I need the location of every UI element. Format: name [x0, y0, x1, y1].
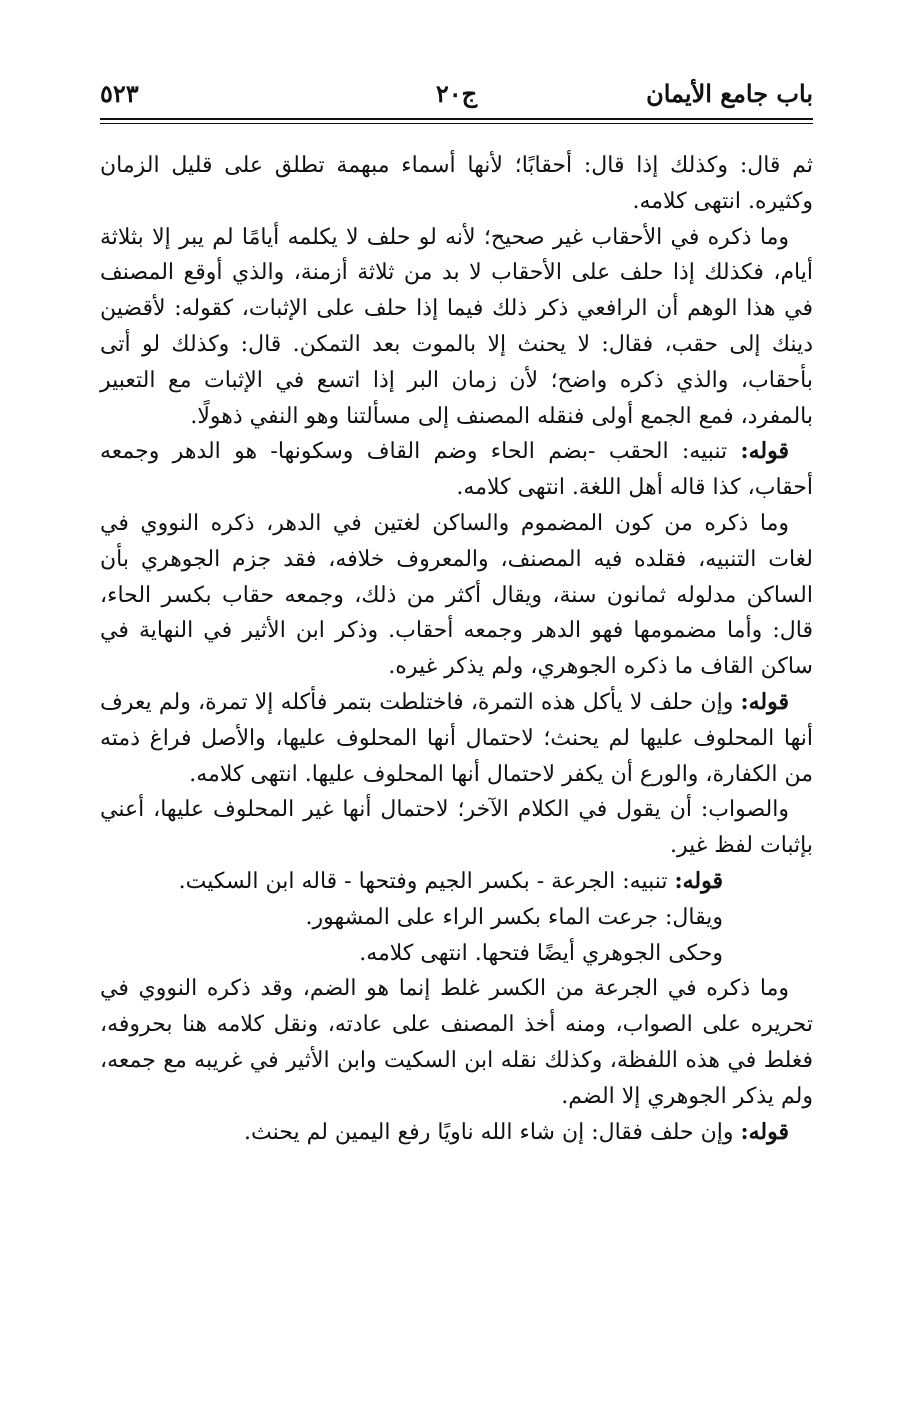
paragraph-keyword: قوله: [740, 1118, 789, 1145]
paragraph [100, 506, 813, 685]
paragraph [100, 148, 813, 220]
paragraph [100, 936, 813, 972]
paragraph [100, 792, 813, 864]
paragraph [100, 685, 813, 792]
paragraph-text: وحكى الجوهري أيضًا فتحها. انتهى كلامه. [359, 940, 723, 966]
paragraph [100, 1115, 813, 1151]
paragraph-keyword: قوله: [740, 688, 789, 715]
paragraph [100, 900, 813, 936]
paragraph-text: ويقال: جرعت الماء بكسر الراء على المشهور. [305, 904, 723, 930]
page-number: ٥٢٣ [100, 79, 139, 108]
paragraph-text: وما ذكره في الأحقاب غير صحيح؛ لأنه لو حلف لا يكلمه أيامًا لم يبر إلا بثلاثة أيام، فكذلك إذا حلف على الأحقاب لا بد من ثلاثة أزمنة، والذي أوقع المصنف في هذا الوهم أن الرافعي ذكر ذلك فيما إذا حلف على الإثبات، كقوله: لأقضين دينك إلى حقب، فقال: لا يحنث إلا بالموت بعد التمكن. قال: وكذلك لو أتى بأحقاب، والذي ذكره واضح؛ لأن زمان البر إذا اتسع في الإثبات مع التعبير بالمفرد، فمع الجمع أولى فنقله المصنف إلى مسألتنا وهو النفي ذهولًا. [100, 224, 813, 429]
paragraph-text: ثم قال: وكذلك إذا قال: أحقابًا؛ لأنها أسماء مبهمة تطلق على قليل الزمان وكثيره. انتهى كلامه. [100, 153, 813, 214]
header-rule [100, 118, 813, 120]
paragraph [100, 864, 813, 900]
volume-number: ج٢٠ [435, 79, 478, 108]
paragraph-text: وإن حلف لا يأكل هذه التمرة، فاختلطت بتمر فأكله إلا تمرة، ولم يعرف أنها المحلوف عليها لم يحنث؛ لاحتمال أنها المحلوف عليها، والأصل فراغ ذمته من الكفارة، والورع أن يكفر لاحتمال أنها المحلوف عليها. انتهى كلامه. [100, 689, 813, 787]
paragraph-keyword: قوله: [740, 438, 789, 465]
paragraph-keyword: قوله: [674, 867, 723, 894]
paragraph-text: تنبيه: الجرعة - بكسر الجيم وفتحها - قاله ابن السكيت. [178, 868, 675, 894]
page-body [100, 148, 813, 1150]
paragraph [100, 434, 813, 506]
paragraph-text: وإن حلف فقال: إن شاء الله ناويًا رفع اليمين لم يحنث. [244, 1119, 741, 1145]
paragraph-text: وما ذكره في الجرعة من الكسر غلط إنما هو الضم، وقد ذكره النووي في تحريره على الصواب، ومنه أخذ المصنف على عادته، ونقل كلامه هنا بحروفه، فغلط في هذه اللفظة، وكذلك نقله ابن السكيت وابن الأثير في غريبه مع جمعه، ولم يذكر الجوهري إلا الضم. [100, 976, 813, 1109]
header-rule-thin [100, 123, 813, 124]
paragraph-text: وما ذكره من كون المضموم والساكن لغتين في الدهر، ذكره النووي في لغات التنبيه، فقلده فيه المصنف، والمعروف خلافه، فقد جزم الجوهري بأن الساكن مدلوله ثمانون سنة، ويقال أكثر من ذلك، وجمعه حقاب بكسر الحاء، قال: وأما مضمومها فهو الدهر وجمعه أحقاب. وذكر ابن الأثير في النهاية في ساكن القاف ما ذكره الجوهري، ولم يذكر غيره. [100, 510, 813, 680]
paragraph [100, 220, 813, 435]
page-header [100, 74, 813, 114]
paragraph-text: تنبيه: الحقب -بضم الحاء وضم القاف وسكونها- هو الدهر وجمعه أحقاب، كذا قاله أهل اللغة. انتهى كلامه. [100, 439, 813, 501]
paragraph [100, 971, 813, 1114]
paragraph-text: والصواب: أن يقول في الكلام الآخر؛ لاحتمال أنها غير المحلوف عليها، أعني بإثبات لفظ غير. [100, 797, 813, 859]
chapter-title: باب جامع الأيمان [646, 79, 813, 108]
